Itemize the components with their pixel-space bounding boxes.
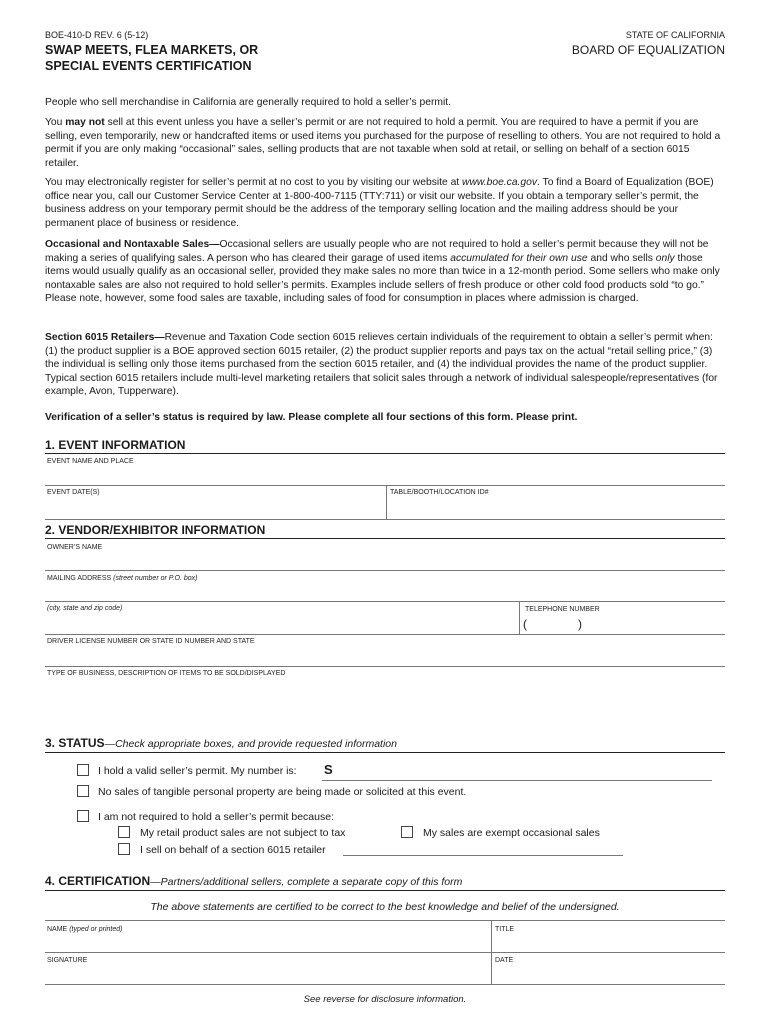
- intro-paragraph-1: People who sell merchandise in California are generally required to hold a seller’s permit.: [45, 97, 451, 108]
- driver-license-field[interactable]: [45, 636, 725, 664]
- p4-c: those items would usually qualify as an occasional seller, provided they make sales no more than twice in a 12-month period. Some sellers who make only nontaxable sales are also not required to hold seller’s permits. Examples include sellers of fresh produce or other cold food products sold “to go.” Please note, however, some food sales are taxable, including sales of food for consumption in places where admission is charged.: [45, 252, 720, 305]
- section-6015-label: I sell on behalf of a section 6015 retailer: [140, 844, 326, 856]
- form-title-line1: SWAP MEETS, FLEA MARKETS, OR: [45, 43, 259, 57]
- section-3-title: 3. STATUS—Check appropriate boxes, and provide requested information: [45, 736, 397, 750]
- exempt-occasional-label: My sales are exempt occasional sales: [423, 827, 600, 839]
- table-booth-field[interactable]: [388, 487, 725, 517]
- owner-name-field[interactable]: [45, 542, 725, 568]
- no-sales-label: No sales of tangible personal property are being made or solicited at this event.: [98, 786, 467, 798]
- driver-license-label: DRIVER LICENSE NUMBER OR STATE ID NUMBER AND STATE: [47, 638, 255, 645]
- table-booth-label: TABLE/BOOTH/LOCATION ID#: [390, 489, 489, 496]
- section-3-rule: [45, 752, 725, 753]
- title-label: TITLE: [495, 926, 515, 933]
- intro-paragraph-2: [45, 116, 725, 170]
- owner-name-label: OWNER’S NAME: [47, 544, 103, 551]
- telephone-field[interactable]: [521, 603, 725, 631]
- section-6015-retailer-field[interactable]: [343, 841, 623, 855]
- city-state-zip-field[interactable]: [45, 603, 515, 631]
- section-1-rule: [45, 453, 725, 454]
- section-4-title: 4. CERTIFICATION—Partners/additional sellers, complete a separate copy of this form: [45, 874, 463, 888]
- date-label: DATE: [495, 957, 514, 964]
- name-field[interactable]: [45, 922, 489, 950]
- name-label: NAME (typed or printed): [47, 926, 123, 933]
- occasional-heading: Occasional and Nontaxable Sales: [45, 239, 210, 250]
- section-6015-checkbox[interactable]: [118, 843, 130, 855]
- valid-permit-label: I hold a valid seller’s permit. My number is:: [98, 765, 297, 777]
- form-code: BOE-410-D REV. 6 (5-12): [45, 30, 149, 40]
- event-dates-field[interactable]: [45, 487, 385, 517]
- p5-body: Revenue and Taxation Code section 6015 relieves certain individuals of the requirement to obtain a seller’s permit when: (1) the product supplier is a BOE approved section 6015 retailer, (2) the product supplier reports and pays tax on the actual “retail selling price,” (3) the individual is selling only those items purchased from the section 6015 retailer, and (4) the individual provides the name of the product supplier. Typical section 6015 retailers include multi-level marketing retailers that solicit sales through a network of individual salespeople/representatives (for example, Avon, Tupperware).: [45, 332, 718, 398]
- permit-prefix: S: [324, 762, 333, 777]
- mailing-address-field[interactable]: [45, 573, 725, 599]
- p4-a: Occasional sellers are usually people who are not required to hold a seller’s permit because they will not be making a series of qualifying sales. A person who has cleared their garage of used items: [45, 239, 709, 264]
- signature-field[interactable]: [45, 954, 489, 982]
- section-4-rule: [45, 890, 725, 891]
- not-taxable-checkbox[interactable]: [118, 826, 130, 838]
- p2-post: sell at this event unless you have a seller’s permit or are not required to hold a permit. You are required to have a permit if you are selling, even temporarily, new or handcrafted items or used items you purchased for the purpose of reselling to others. You are not required to hold a permit if you are only making “occasional” sales, selling products that are not taxable when sold at retail, or selling on behalf of a section 6015 retailer.: [45, 117, 721, 169]
- occasional-sales-paragraph: Occasional and Nontaxable Sales—Occasional sellers are usually people who are not required to hold a seller’s permit because they will not be making a series of qualifying sales. A person who has cleared their garage of used items accumulated for their own use and who sells only those items would usually qualify as an occasional seller, provided they make sales no more than twice in a 12-month period. Some sellers who make only nontaxable sales are also not required to hold seller’s permits. Examples include sellers of fresh produce or other cold food products sold “to go.” Please note, however, some food sales are taxable, including sales of food for consumption in places where admission is charged.: [45, 239, 720, 305]
- footer-note: See reverse for disclosure information.: [303, 994, 467, 1005]
- phone-paren-close: ): [578, 617, 582, 631]
- business-type-field[interactable]: [45, 668, 725, 728]
- section-6015-paragraph: Section 6015 Retailers—Revenue and Taxation Code section 6015 relieves certain individuals of the requirement to obtain a seller’s permit when: (1) the product supplier is a BOE approved section 6015 retailer, (2) the product supplier reports and pays tax on the actual “retail selling price,” (3) the individual is selling only those items purchased from the section 6015 retailer, and (4) the individual provides the name of the product supplier. Typical section 6015 retailers include multi-level marketing retailers that solicit sales through a network of individual salespeople/representatives (for example, Avon, Tupperware).: [45, 332, 718, 398]
- p3-pre: You may electronically register for seller’s permit at no cost to you by visiting our website at: [45, 177, 463, 188]
- board-label: BOARD OF EQUALIZATION: [571, 43, 725, 57]
- section-1-title: 1. EVENT INFORMATION: [45, 438, 186, 452]
- exempt-occasional-checkbox[interactable]: [401, 826, 413, 838]
- form-title-line2: SPECIAL EVENTS CERTIFICATION: [45, 59, 252, 73]
- valid-permit-checkbox[interactable]: [77, 764, 89, 776]
- verification-text: Verification of a seller’s status is required by law. Please complete all four sections of this form. Please print.: [45, 412, 578, 423]
- date-field[interactable]: [493, 954, 725, 982]
- state-label: STATE OF CALIFORNIA: [625, 30, 725, 40]
- event-dates-label: EVENT DATE(S): [47, 489, 100, 496]
- section-4-note: Partners/additional sellers, complete a separate copy of this form: [160, 876, 463, 888]
- permit-number-field[interactable]: [340, 762, 712, 780]
- form-title: [45, 42, 258, 74]
- p4-ital1: accumulated for their own use: [450, 252, 588, 264]
- website-link[interactable]: www.boe.ca.gov: [462, 177, 538, 188]
- no-sales-checkbox[interactable]: [77, 785, 89, 797]
- section-2-title: 2. VENDOR/EXHIBITOR INFORMATION: [45, 523, 266, 537]
- section-6015-heading: Section 6015 Retailers: [45, 332, 155, 343]
- telephone-label: TELEPHONE NUMBER: [525, 606, 600, 613]
- not-required-label: I am not required to hold a seller’s permit because:: [98, 811, 334, 823]
- phone-paren-open: (: [523, 617, 527, 631]
- event-name-label: EVENT NAME AND PLACE: [47, 458, 134, 465]
- section-3-note: Check appropriate boxes, and provide requested information: [115, 738, 397, 750]
- section-2-rule: [45, 538, 725, 539]
- not-taxable-label: My retail product sales are not subject to tax: [140, 827, 346, 839]
- not-required-checkbox[interactable]: [77, 810, 89, 822]
- p2-pre: You: [45, 117, 66, 128]
- p2-bold: may not: [65, 117, 105, 128]
- signature-label: SIGNATURE: [47, 957, 88, 964]
- event-name-field[interactable]: [45, 456, 725, 484]
- p3-post: . To find a Board of Equalization (BOE) office near you, call our Customer Service Center at 1-800-400-7115 (TTY:711) or visit our website. If you obtain a temporary seller’s permit, the business address on your temporary permit should be the address of the temporary selling location and the mailing address should be your permanent place of business or residence.: [45, 177, 714, 229]
- title-field[interactable]: [493, 922, 725, 950]
- intro-paragraph-3: [45, 176, 725, 230]
- business-type-label: TYPE OF BUSINESS, DESCRIPTION OF ITEMS TO BE SOLD/DISPLAYED: [47, 670, 286, 677]
- city-state-zip-label: (city, state and zip code): [47, 605, 123, 612]
- mailing-address-label: MAILING ADDRESS (street number or P.O. box): [47, 575, 198, 582]
- certification-statement: The above statements are certified to be correct to the best knowledge and belief of the undersigned.: [150, 901, 620, 913]
- p4-ital2: only: [655, 252, 675, 264]
- p4-b: and who sells: [587, 252, 656, 264]
